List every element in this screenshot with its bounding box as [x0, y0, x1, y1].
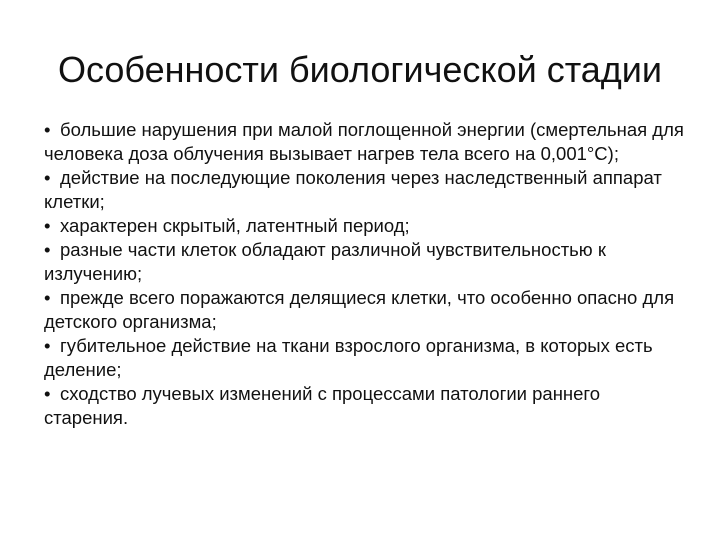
- bullet-text: большие нарушения при малой поглощенной энергии (смертельная для человека доза облучения вызывает нагрев тела всего на 0,001°С);: [44, 119, 684, 164]
- slide-title: Особенности биологической стадии: [57, 49, 663, 90]
- bullet-text: прежде всего поражаются делящиеся клетки, что особенно опасно для детского организма;: [44, 287, 675, 332]
- bullet-text: действие на последующие поколения через наследственный аппарат клетки;: [44, 167, 662, 212]
- bullet-list: [44, 118, 684, 430]
- bullet-mark: •: [44, 383, 51, 404]
- bullet-text: сходство лучевых изменений с процессами патологии раннего старения.: [44, 383, 601, 428]
- bullet-mark: •: [44, 119, 51, 140]
- bullet-mark: •: [44, 335, 51, 356]
- bullet-mark: •: [44, 167, 51, 188]
- bullet-mark: •: [44, 215, 51, 236]
- bullet-mark: •: [44, 287, 51, 308]
- bullet-item: [44, 286, 684, 334]
- bullet-item: [44, 238, 684, 286]
- bullet-text: разные части клеток обладают различной чувствительностью к излучению;: [44, 239, 606, 284]
- bullet-item: [44, 214, 684, 238]
- bullet-text: характерен скрытый, латентный период;: [60, 215, 410, 236]
- bullet-text: губительное действие на ткани взрослого организма, в которых есть деление;: [44, 335, 653, 380]
- bullet-item: [44, 166, 684, 214]
- bullet-item: [44, 118, 684, 166]
- bullet-item: [44, 334, 684, 382]
- bullet-item: [44, 382, 684, 430]
- bullet-mark: •: [44, 239, 51, 260]
